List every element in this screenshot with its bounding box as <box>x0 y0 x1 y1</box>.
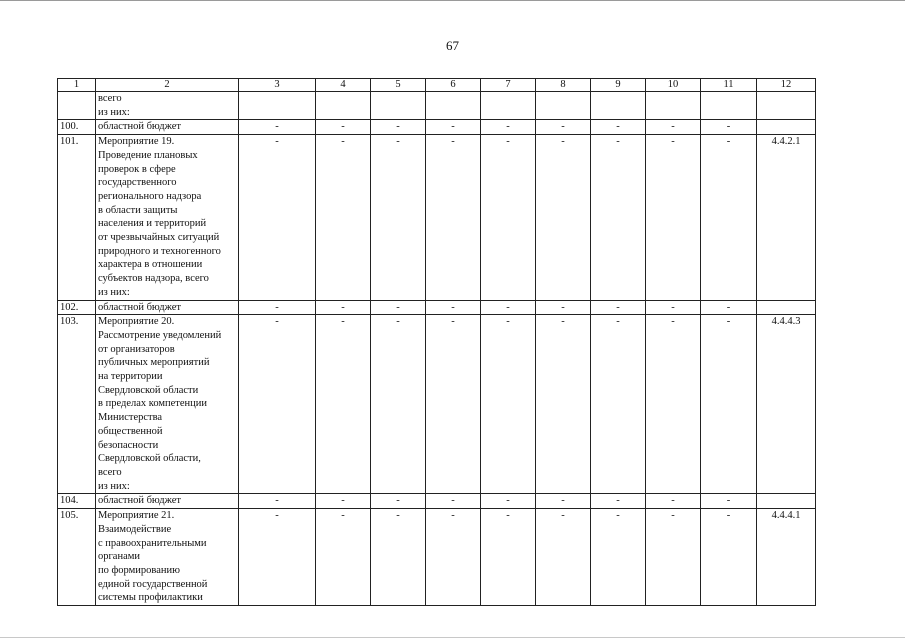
description-line: Проведение плановых <box>98 149 198 161</box>
value-cell: - <box>591 300 646 315</box>
value-cell: - <box>646 120 701 135</box>
value-cell: - <box>591 509 646 606</box>
description-line: всего <box>98 93 122 104</box>
value-cell <box>701 92 757 120</box>
table-row <box>58 300 816 315</box>
target-code <box>757 120 816 135</box>
description-line: Министерства <box>98 412 163 424</box>
column-header: 6 <box>426 79 481 92</box>
value-cell: - <box>316 509 371 606</box>
description-line: субъектов надзора, всего <box>98 273 209 285</box>
description-line: Мероприятие 20. <box>98 316 175 328</box>
top-rule <box>0 0 905 1</box>
value-cell: - <box>426 494 481 509</box>
description-line: системы профилактики <box>98 592 203 604</box>
value-cell: - <box>239 300 316 315</box>
table-row <box>58 315 816 494</box>
target-code <box>757 300 816 315</box>
target-code: 4.4.2.1 <box>757 135 816 300</box>
description-line: от организаторов <box>98 343 175 355</box>
description-line: Мероприятие 21. <box>98 510 175 522</box>
value-cell: - <box>316 300 371 315</box>
description-line: публичных мероприятий <box>98 357 210 369</box>
value-cell: - <box>426 120 481 135</box>
value-cell: - <box>371 315 426 494</box>
description-line: областной бюджет <box>98 121 181 133</box>
row-number: 100. <box>58 120 96 135</box>
column-header-row <box>58 79 816 92</box>
value-cell: - <box>316 494 371 509</box>
value-cell: - <box>426 315 481 494</box>
value-cell <box>426 92 481 120</box>
value-cell: - <box>371 135 426 300</box>
value-cell: - <box>316 315 371 494</box>
description-line: от чрезвычайных ситуаций <box>98 232 220 244</box>
value-cell: - <box>371 120 426 135</box>
row-description <box>96 494 239 509</box>
budget-table <box>57 78 816 606</box>
value-cell: - <box>591 315 646 494</box>
column-header: 10 <box>646 79 701 92</box>
value-cell: - <box>481 300 536 315</box>
value-cell: - <box>536 315 591 494</box>
description-line: природного и техногенного <box>98 245 221 257</box>
value-cell: - <box>536 300 591 315</box>
column-header: 2 <box>96 79 239 92</box>
description-line: проверок в сфере <box>98 163 176 175</box>
value-cell: - <box>646 315 701 494</box>
value-cell <box>536 92 591 120</box>
value-cell: - <box>701 120 757 135</box>
value-cell: - <box>371 494 426 509</box>
value-cell: - <box>239 509 316 606</box>
value-cell: - <box>646 509 701 606</box>
table-row <box>58 120 816 135</box>
value-cell: - <box>481 509 536 606</box>
target-code: 4.4.4.1 <box>757 509 816 606</box>
description-line: регионального надзора <box>98 190 202 202</box>
target-code <box>757 92 816 120</box>
column-header: 1 <box>58 79 96 92</box>
description-line: в области защиты <box>98 204 178 216</box>
value-cell: - <box>536 509 591 606</box>
value-cell: - <box>371 509 426 606</box>
row-number: 104. <box>58 494 96 509</box>
table-row <box>58 135 816 300</box>
row-number: 102. <box>58 300 96 315</box>
value-cell: - <box>646 135 701 300</box>
description-line: из них: <box>98 106 130 118</box>
value-cell: - <box>239 135 316 300</box>
column-header: 9 <box>591 79 646 92</box>
value-cell: - <box>426 300 481 315</box>
description-line: общественной <box>98 425 163 437</box>
description-line: населения и территорий <box>98 218 207 230</box>
value-cell <box>239 92 316 120</box>
row-number: 105. <box>58 509 96 606</box>
value-cell: - <box>646 300 701 315</box>
target-code <box>757 494 816 509</box>
column-header: 8 <box>536 79 591 92</box>
value-cell: - <box>481 135 536 300</box>
value-cell: - <box>371 300 426 315</box>
table-row <box>58 92 816 120</box>
value-cell <box>646 92 701 120</box>
description-line: Рассмотрение уведомлений <box>98 329 222 341</box>
row-number: 103. <box>58 315 96 494</box>
column-header: 4 <box>316 79 371 92</box>
description-line: Свердловской области, <box>98 453 201 465</box>
table-row <box>58 494 816 509</box>
description-line: из них: <box>98 480 130 492</box>
description-line: из них: <box>98 286 130 298</box>
description-line: в пределах компетенции <box>98 398 208 410</box>
value-cell: - <box>646 494 701 509</box>
column-header: 3 <box>239 79 316 92</box>
value-cell: - <box>536 120 591 135</box>
value-cell: - <box>239 494 316 509</box>
page-number: 67 <box>446 38 459 53</box>
value-cell: - <box>701 135 757 300</box>
value-cell <box>371 92 426 120</box>
column-header: 7 <box>481 79 536 92</box>
description-line: с правоохранительными <box>98 537 207 549</box>
value-cell: - <box>536 494 591 509</box>
value-cell <box>481 92 536 120</box>
column-header: 11 <box>701 79 757 92</box>
value-cell: - <box>316 135 371 300</box>
value-cell: - <box>481 120 536 135</box>
description-line: органами <box>98 551 141 563</box>
description-line: Мероприятие 19. <box>98 136 175 148</box>
row-description <box>96 120 239 135</box>
row-number <box>58 92 96 120</box>
description-line: государственного <box>98 177 177 189</box>
description-line: на территории <box>98 371 163 383</box>
row-description <box>96 300 239 315</box>
value-cell <box>591 92 646 120</box>
value-cell: - <box>591 494 646 509</box>
value-cell: - <box>426 509 481 606</box>
description-line: областной бюджет <box>98 301 181 313</box>
table-body <box>58 79 816 606</box>
value-cell: - <box>701 300 757 315</box>
table-row <box>58 509 816 606</box>
value-cell: - <box>481 494 536 509</box>
value-cell: - <box>239 120 316 135</box>
description-line: единой государственной <box>98 578 208 590</box>
value-cell <box>316 92 371 120</box>
row-description <box>96 92 239 120</box>
value-cell: - <box>239 315 316 494</box>
row-description <box>96 135 239 300</box>
value-cell: - <box>536 135 591 300</box>
description-line: всего <box>98 466 122 478</box>
row-description <box>96 315 239 494</box>
bottom-rule <box>0 637 905 638</box>
description-line: областной бюджет <box>98 495 181 507</box>
description-line: характера в отношении <box>98 259 203 271</box>
value-cell: - <box>316 120 371 135</box>
column-header: 12 <box>757 79 816 92</box>
value-cell: - <box>481 315 536 494</box>
value-cell: - <box>701 509 757 606</box>
value-cell: - <box>591 120 646 135</box>
value-cell: - <box>591 135 646 300</box>
description-line: по формированию <box>98 564 180 576</box>
row-number: 101. <box>58 135 96 300</box>
description-line: Свердловской области <box>98 384 199 396</box>
value-cell: - <box>701 494 757 509</box>
description-line: безопасности <box>98 439 159 451</box>
column-header: 5 <box>371 79 426 92</box>
description-line: Взаимодействие <box>98 523 172 535</box>
value-cell: - <box>426 135 481 300</box>
value-cell: - <box>701 315 757 494</box>
target-code: 4.4.4.3 <box>757 315 816 494</box>
row-description <box>96 509 239 606</box>
